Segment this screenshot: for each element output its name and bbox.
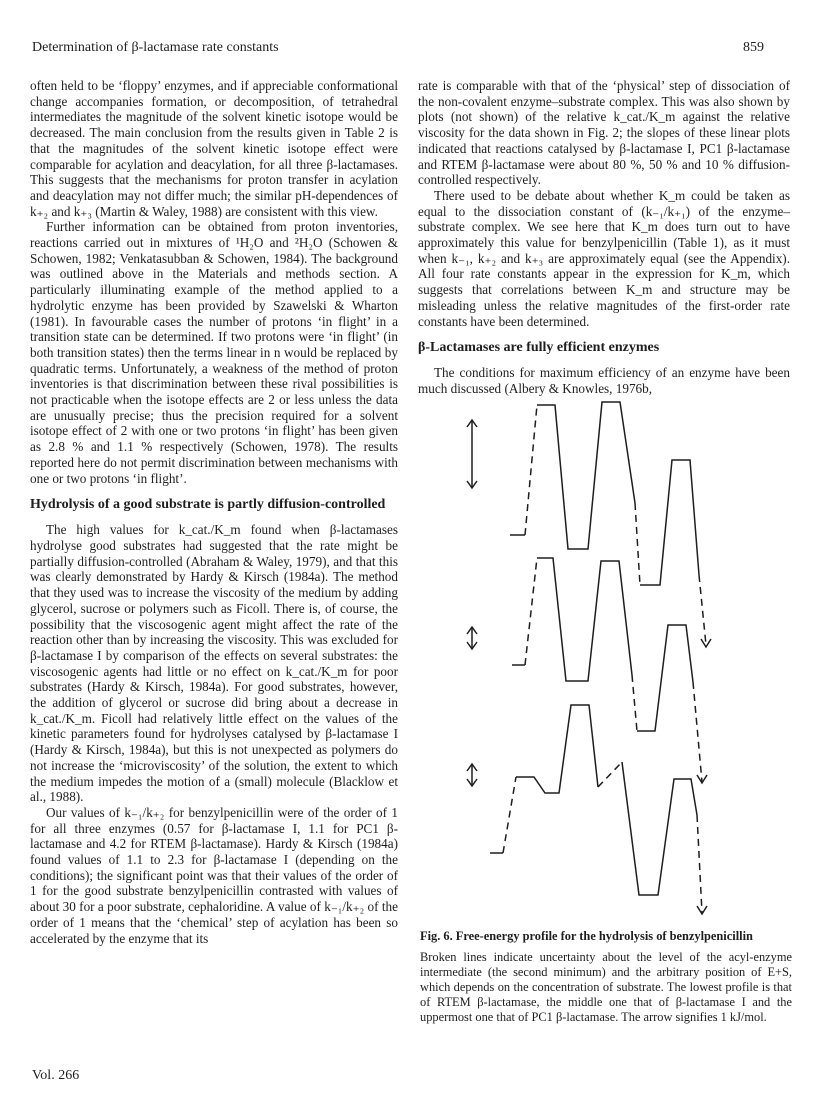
page-number: 859 (743, 40, 764, 55)
section-heading-diffusion: Hydrolysis of a good substrate is partly diffusion-controlled (30, 497, 386, 513)
right-column (418, 78, 790, 397)
section-heading-efficiency: β-Lactamases are fully efficient enzymes (418, 340, 660, 356)
left-paragraph-3: The high values for k_cat./K_m found when β-lactamases hydrolyse good substrates had suggested that the rate might be partially diffusion-controlled (Abraham & Waley, 1979), and that this was clearly demonstrated by Hardy & Kirsch (1984a). The method that they used was to increase the viscosity of the medium by adding glycerol, sucrose or polymers such as Ficoll. There is, of course, the possibility that the viscosogenic agent might affect the rate of the reaction other than by increasing the viscosity. This was excluded for β-lactamase I by comparison of the effects on several substrates: the viscosogenic agents had little or no effect on k_cat./K_m for poor substrates (Hardy & Kirsch, 1984a). For good substrates, however, the addition of glycerol or sucrose did bring about a decrease in k_cat./K_m. Ficoll had relatively little effect on the values of the kinetic parameters found for hydrolyses catalysed by β-lactamase I (Hardy & Kirsch, 1984a), but this is not unexpected as polymers do not increase the ‘microviscosity’ of the solution, the extent to which the medium impedes the motion of a (small) molecule (Blacklow et al., 1988). (30, 522, 398, 805)
left-paragraph-2: Further information can be obtained from proton inventories, reactions carried out in mixtures of ¹H₂O and ²H₂O (Schowen & Schowen, 1982; Venkatasubban & Schowen, 1984). The background was outlined above in the Materials and methods section. A particularly illuminating example of the method applied to a hydrolytic enzyme has been provided by Szawelski & Wharton (1981). In favourable cases the number of protons ‘in flight’ in a transition state can be determined. If two protons were ‘in flight’ (in both transition states) then the terms linear in n would be replaced by quadratic terms. Unfortunately, a weakness of the method of proton inventories is that discrimination between these rival possibilities is not practicable when the isotope effects are 2 or less unless the data are unusually precise; thus the precision required for a solvent isotope effect of 2 with one or two protons ‘in flight’ has been given as 2.8 % and 1.1 % respectively (Schowen, 1978). The results reported here do not permit discrimination between mechanisms with one or two protons ‘in flight’. (30, 219, 398, 486)
volume-number: Vol. 266 (32, 1068, 80, 1083)
scale-arrow-icon (467, 627, 477, 649)
right-paragraph-2: There used to be debate about whether K_m could be taken as equal to the dissociation constant of (k₋₁/k₊₁) of the enzyme–substrate complex. We see here that K_m does turn out to have approximately this value for benzylpenicillin (Table 1), as it must when k₋₁, k₊₂ and k₊₃ are approximately equal (see the Appendix). All four rate constants appear in the expression for K_m, which suggests that correlations between K_m and structure may be misleading unless the relative magnitudes of the first-order rate constants have been determined. (418, 187, 790, 329)
profile-pc1-beta-lactamase (510, 402, 706, 645)
right-paragraph-1: rate is comparable with that of the ‘physical’ step of dissociation of the non-covalent enzyme–substrate complex. This was also shown by plots (not shown) of the relative k_cat./K_m against the relative viscosity for the data shown in Fig. 2; the slopes of these linear plots indicated that reactions catalysed by β-lactamase I, PC1 β-lactamase and RTEM β-lactamase were about 80 %, 50 % and 10 % diffusion-controlled respectively. (418, 78, 790, 188)
scale-arrow-icon (467, 420, 477, 488)
left-paragraph-1: often held to be ‘floppy’ enzymes, and if appreciable conformational change accompanies formation, or decomposition, of tetrahedral intermediates the magnitude of the solvent kinetic isotope would be decreased. The main conclusion from the results given in Table 2 is that the magnitudes of the solvent kinetic isotope effect were comparable for acylation and deacylation, for all three β-lactamases. This suggests that the mechanisms for proton transfer in acylation and deacylation may not differ much; the similar pH-dependences of k₊₂ and k₊₃ (Martin & Waley, 1988) are consistent with this view. (30, 78, 398, 219)
free-energy-profile-figure (455, 395, 765, 925)
running-title: Determination of β-lactamase rate constants (32, 40, 279, 55)
profile-beta-lactamase-i (512, 558, 702, 782)
arrow-head-icon (697, 906, 707, 914)
profile-rtem-beta-lactamase (490, 705, 702, 913)
left-column (30, 78, 398, 946)
scale-arrow-icon (467, 764, 477, 786)
right-paragraph-3: The conditions for maximum efficiency of an enzyme have been much discussed (Albery & Knowles, 1976b, (418, 365, 790, 396)
figure-caption-body: Broken lines indicate uncertainty about the level of the acyl-enzyme intermediate (the second minimum) and the arbitrary position of E+S, which depends on the concentration of substrate. The lowest profile is that of RTEM β-lactamase, the middle one that of β-lactamase I and the uppermost one that of PC1 β-lactamase. The arrow signifies 1 kJ/mol. (420, 950, 792, 1025)
left-paragraph-4: Our values of k₋₁/k₊₂ for benzylpenicillin were of the order of 1 for all three enzymes (0.57 for β-lactamase I, 1.1 for PC1 β-lactamase and 4.2 for RTEM β-lactamase). Hardy & Kirsch (1984a) found values of 1.1 to 2.3 for β-lactamase I (depending on the conditions); the significant point was that their values of the order of 1 for the good substrate benzylpenicillin contrasted with values of about 30 for a poor substrate, cephaloridine. A value of k₋₁/k₊₂ of the order of 1 means that the ‘chemical’ step of acylation has been so accelerated by the enzyme that its (30, 804, 398, 946)
figure-caption-title: Fig. 6. Free-energy profile for the hydrolysis of benzylpenicillin (420, 929, 753, 943)
